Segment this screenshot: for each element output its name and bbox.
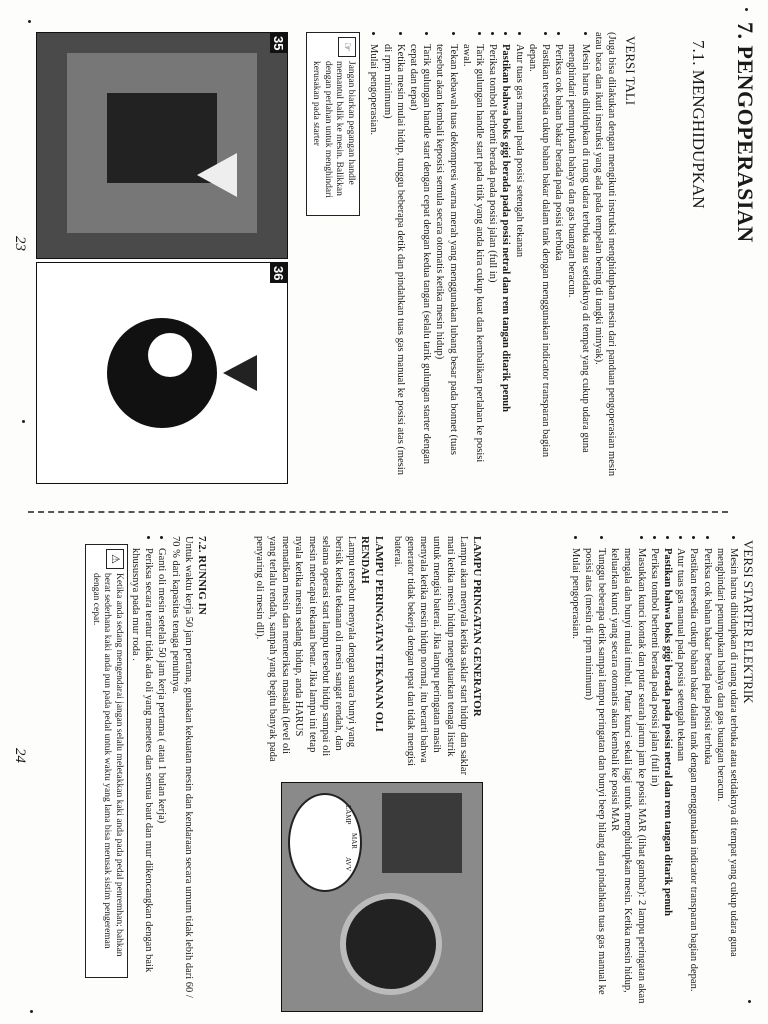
list-item: • Ganti oli mesin setelah 50 jam kerja pertama ( atau 1 bulan kerja) bbox=[155, 548, 168, 1006]
intro-paragraph: (Juga bisa dilakukan dengan mengikuti instruksi menghidupkan mesin dari panduan pengoperasian mesin atau baca dan ikuti instruksi yang ada pada tempelan bening di tangki minyak). bbox=[592, 32, 617, 477]
running-in-block bbox=[129, 536, 208, 1006]
list-item: • Periksa tombol berhenti berada pada posisi jalan (full in) bbox=[486, 44, 499, 480]
warning-text: Ketika anda sedang mengendarai jangan selalu meletakkan kaki anda pada pedal penremhan; bahkan berat sederhana kaki anda pun pada pedal untuk waktu yang lama bisa merusak sistim pengereman dengan cepat. bbox=[91, 573, 124, 957]
key-label: AVV bbox=[344, 857, 352, 872]
key-label: MAR bbox=[350, 833, 358, 849]
arrow-down-icon bbox=[223, 355, 257, 391]
lever-hole bbox=[148, 333, 192, 377]
page-number: 23 bbox=[12, 236, 28, 251]
oil-lamp-heading: LAMPU PERINGATAN TEKANAN OLI RENDAH bbox=[359, 536, 385, 732]
list-item: • Ketika mesin mulai hidup, tunggu beberapa detik dan pindahkan tuas gas manual ke posisi atas (mesin di rpm minimum) bbox=[380, 44, 406, 480]
list-item: • Atur tuas gas manual pada posisi setengah tekanan bbox=[512, 44, 525, 480]
list-item: • Mesin harus dihidupkan di ruang udara terbuka atau setidaknya di tempat yang cukup udara guna menghindari penumpukan bahaya dan gas buangan beracun. bbox=[565, 44, 591, 480]
list-item: • Mesin harus dihidupkan di ruang udara terbuka atau setidaknya di tempat yang cukup udara guna menghindari penumpukan bahaya dan gas buangan beracun. bbox=[714, 548, 740, 1006]
oil-lamp-text: Lampu tersebut menyala dengan suara bunyi yang berisik ketika tekanan oli mesin sangat rendah, dan selama operasi start lampu tersebut hidup sampai oli mesin mencapai tekanan benar. Jika lampu ini tetap nyala ketika mesin sedang hidup, anda HARUS mematikan mesin dan memeriksa masalah (level oli yang terlalu rendah, sampah yang begitu banyak pada penyaring oli mesin dll). bbox=[253, 536, 358, 762]
brake-warning-note bbox=[86, 544, 129, 978]
starter-caution-note bbox=[306, 32, 360, 216]
left-body bbox=[367, 32, 618, 480]
hand-caution-icon: ☞ bbox=[338, 37, 356, 57]
versi-starter-heading: VERSI STARTER ELEKTRIK bbox=[741, 540, 756, 704]
page-number: 24 bbox=[12, 748, 28, 763]
generator-lamp-text: Lampu akan menyala ketika saklar start hidup dan saklar mati ketika mesin hidup mengeluarkan tenaga listrik untuk mengisi baterai. Jika lampu peringatan masih menyala ketika mesin hidup normal, itu berarti bahwa generator tidak bekerja dengan tepat dan tidak mengisi baterai. bbox=[391, 536, 469, 776]
list-item: • Periksa cok bahan bakar berada pada posisi terbuka bbox=[700, 548, 713, 1006]
list-item: • Periksa tombol berhenti berada pada posisi jalan (full in) bbox=[648, 548, 661, 1006]
key-position-inset bbox=[288, 793, 362, 892]
list-item: • Pastikan bahwa boks gigi berada pada posisi netral dan rem tangan ditarik penuh bbox=[499, 44, 512, 480]
list-item: • Tunggu beberapa detik sampai lampu peringatan dan bunyi beep hilang dan pindahkan tuas gas manual ke posisi atas (mesin di rpm minimum) bbox=[582, 548, 608, 1006]
figure-number: 36 bbox=[270, 263, 287, 283]
list-item: • Pastikan tersedia cukup bahan bakar dalam tank dengan menggunakan indicator transparan bagian depan. bbox=[687, 548, 700, 1006]
running-in-list bbox=[129, 536, 169, 1006]
section-title: 7.1. MENGHIDUPKAN bbox=[689, 40, 708, 209]
list-item: • Tarik gulungan handle start pada titik yang anda kira cukup kuat dan kembalikan perlahan ke posisi awal. bbox=[460, 44, 486, 480]
note-text: Jangan biarkan pegangan handle memantul balik ke mesin. Balikkan dengan perlahan untuk menghindari kerusakan pada starter bbox=[311, 61, 356, 198]
list-item: • Pastikan tersedia cukup bahan bakar dalam tank dengan menggunakan indicator transparan bagian depan. bbox=[526, 44, 552, 480]
versi-tali-heading: VERSI TALI bbox=[623, 36, 638, 106]
list-item: • Tekan kebawah tuas dekompresi warna merah yang menggunakan lubang besar pada bonnet (tuas tersebut akan kembali keposisi semula secara otomatis ketika mesin hidup) bbox=[433, 44, 459, 480]
list-item: • Periksa secara teratur tidak ada oli yang menetes dan semua baut dan mur dikencangkan dengan baik khususnya pada mur roda . bbox=[129, 548, 155, 1006]
figure-35-starter-handle bbox=[36, 32, 288, 259]
right-body bbox=[568, 536, 740, 1006]
list-item: • Mulai pengoperasian. bbox=[367, 44, 380, 480]
key-label: LAMP bbox=[344, 805, 352, 825]
figure-ignition-key bbox=[281, 782, 483, 1012]
page-23 bbox=[0, 0, 768, 510]
dashboard-lamps bbox=[382, 793, 462, 873]
generator-lamp-block bbox=[253, 536, 483, 776]
list-item: • Pastikan bahwa boks gigi berada pada posisi netral dan rem tangan ditarik penuh bbox=[661, 548, 674, 1006]
arrow-down-icon bbox=[197, 153, 237, 197]
figure-36-decompressor bbox=[36, 262, 288, 484]
right-bullet-list bbox=[568, 536, 740, 1006]
list-item: • Masukkan kunci kontak dan putar searah jarum jam ke posisi MAR (lihat gambar): 2 lampu peringatan akan mengala dan bunyi mulai timbul. Putar kunci sekali lagi untuk menghidupkan mesin. Ketika mesin hidup, keluarkan kunci yang secara otomatis akan kembali ke posisi MAR bbox=[608, 548, 648, 1006]
list-item: • Atur tuas gas manual pada posisi setengah tekanan bbox=[674, 548, 687, 1006]
running-in-intro: Untuk waktu kerja 50 jam pertama, gunakan kekuatan mesin dan kendaraan secara umum tidak lebih dari 60 / 70 % dari kapasitas tenaga penuhnya. bbox=[169, 536, 194, 998]
chapter-title: 7. PENGOPERASIAN bbox=[733, 22, 758, 243]
ignition-switch bbox=[340, 893, 442, 995]
figure-number: 35 bbox=[270, 33, 287, 53]
running-in-heading: 7.2. RUNNIG IN bbox=[196, 536, 208, 615]
warning-triangle-icon: ⚠ bbox=[106, 549, 124, 569]
list-item: • Periksa cok bahan bakar berada pada posisi terbuka bbox=[552, 44, 565, 480]
page-24 bbox=[0, 512, 768, 1024]
list-item: • Tarik gulungan handle start dengan cepat dengan kedua tangan (selalu tarik gulungan starter dengan cepat dan tepat) bbox=[407, 44, 433, 480]
list-item: • Mulai pengoperasian. bbox=[568, 548, 581, 1006]
left-bullet-list bbox=[367, 32, 591, 480]
generator-lamp-heading: LAMPU PRINGATAN GENERATOR bbox=[471, 536, 483, 717]
